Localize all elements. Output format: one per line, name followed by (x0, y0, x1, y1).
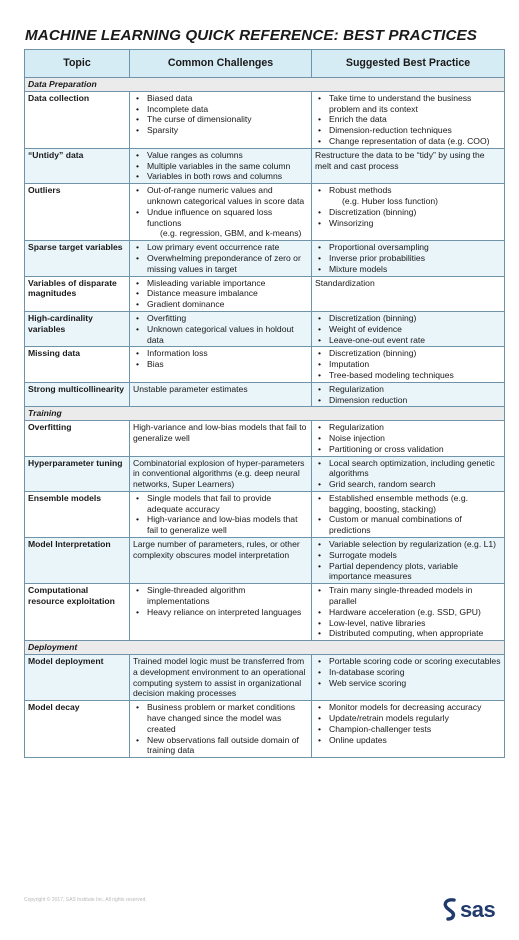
list-item-text: Single models that fail to provide adequate accuracy (147, 492, 272, 514)
list-item-text: Multiple variables in the same column (147, 160, 291, 171)
practices-cell (312, 91, 505, 148)
section-title: Data Preparation (25, 78, 505, 92)
list-item (134, 607, 308, 618)
list-item-text: Discretization (binning) (329, 312, 417, 323)
page-title: MACHINE LEARNING QUICK REFERENCE: BEST PRACTICES (25, 27, 478, 44)
challenges-cell (130, 655, 312, 701)
sas-logo (441, 898, 495, 922)
table-row (25, 91, 505, 148)
section-row (25, 78, 505, 92)
list-item (134, 735, 308, 757)
section-row (25, 641, 505, 655)
challenges-cell (130, 701, 312, 758)
list-item (316, 493, 501, 515)
copyright-footer: Copyright © 2017, SAS Institute Inc. All rights reserved. (24, 897, 147, 903)
table-row (25, 584, 505, 641)
list-item-text: New observations fall outside domain of training data (147, 734, 299, 756)
bullet-list (315, 422, 501, 454)
bullet-list (315, 585, 501, 639)
list-item (134, 514, 308, 536)
list-item-text: Gradient dominance (147, 299, 225, 310)
table-row (25, 701, 505, 758)
list-item-text: Business problem or market conditions have changed since the model was created (147, 702, 296, 734)
challenges-cell (130, 148, 312, 183)
cell-text: Unstable parameter estimates (133, 383, 248, 394)
practices-cell (312, 701, 505, 758)
header-common-challenges: Common Challenges (130, 50, 312, 78)
list-item-text: Champion-challenger tests (329, 723, 432, 734)
list-item-text: Discretization (binning) (329, 348, 417, 359)
list-item-subtext: (e.g. Huber loss function) (342, 195, 439, 206)
list-item (316, 444, 501, 455)
bullet-list (133, 313, 308, 345)
list-item (316, 348, 501, 359)
bullet-list (315, 185, 501, 228)
practices-cell (312, 241, 505, 276)
list-item (316, 313, 501, 324)
cell-text: Standardization (315, 277, 375, 288)
list-item (134, 185, 308, 207)
list-item-text: Monitor models for decreasing accuracy (329, 702, 482, 713)
list-item (316, 667, 501, 678)
table-row (25, 276, 505, 311)
table-row (25, 184, 505, 241)
bullet-list (133, 348, 308, 370)
practices-cell (312, 491, 505, 537)
list-item (134, 150, 308, 161)
table-row (25, 311, 505, 346)
list-item-text: Value ranges as columns (147, 149, 243, 160)
list-item-text: Low primary event occurrence rate (147, 242, 280, 253)
table-row (25, 456, 505, 491)
bullet-list (133, 150, 308, 182)
list-item-text: Discretization (binning) (329, 206, 417, 217)
list-item-text: Grid search, random search (329, 479, 436, 490)
practices-cell (312, 184, 505, 241)
list-item (316, 724, 501, 735)
practices-cell (312, 382, 505, 407)
list-item (316, 607, 501, 618)
list-item (134, 93, 308, 104)
practices-cell (312, 538, 505, 584)
list-item (134, 348, 308, 359)
list-item-text: Established ensemble methods (e.g. bagging, boosting, stacking) (329, 492, 469, 514)
challenges-cell (130, 584, 312, 641)
topic-cell: Model Interpretation (25, 538, 130, 584)
challenges-cell (130, 347, 312, 382)
list-item-text: Inverse prior probabilities (329, 252, 426, 263)
list-item (316, 264, 501, 275)
list-item-text: Overwhelming preponderance of zero or missing values in target (147, 252, 301, 274)
bullet-list (315, 313, 501, 345)
practices-cell (312, 456, 505, 491)
section-title: Training (25, 407, 505, 421)
list-item-text: Imputation (329, 359, 370, 370)
bullet-list (133, 242, 308, 274)
list-item-text: Online updates (329, 734, 387, 745)
list-item-text: Portable scoring code or scoring executables (329, 656, 501, 667)
list-item-text: Unknown categorical values in holdout data (147, 323, 294, 345)
list-item-text: Hardware acceleration (e.g. SSD, GPU) (329, 606, 481, 617)
list-item-text: Misleading variable importance (147, 277, 266, 288)
challenges-cell (130, 91, 312, 148)
list-item-text: Change representation of data (e.g. COO) (329, 135, 490, 146)
table-row (25, 347, 505, 382)
challenges-cell (130, 421, 312, 456)
bullet-list (315, 348, 501, 380)
challenges-cell (130, 456, 312, 491)
list-item-text: Regularization (329, 383, 384, 394)
list-item-text: Information loss (147, 348, 208, 359)
topic-cell: Data collection (25, 91, 130, 148)
list-item (316, 585, 501, 607)
bullet-list (315, 702, 501, 745)
list-item-text: Dimension reduction (329, 394, 408, 405)
list-item (134, 242, 308, 253)
list-item (316, 561, 501, 583)
cell-text: Large number of parameters, rules, or other complexity obscures model interpretation (133, 539, 300, 560)
topic-cell: Overfitting (25, 421, 130, 456)
cell-text: Trained model logic must be transferred from a development environment to an operational computing system to assist in organizational decision making processes (133, 656, 306, 699)
challenges-cell (130, 184, 312, 241)
list-item (134, 278, 308, 289)
list-item (316, 125, 501, 136)
table-row (25, 382, 505, 407)
bullet-list (315, 93, 501, 147)
list-item (316, 324, 501, 335)
list-item (134, 171, 308, 182)
topic-cell: Computational resource exploitation (25, 584, 130, 641)
topic-cell: Variables of disparate magnitudes (25, 276, 130, 311)
bullet-list (315, 656, 501, 688)
list-item-text: Out-of-range numeric values and unknown categorical values in score data (147, 185, 305, 206)
challenges-cell (130, 382, 312, 407)
list-item-text: Undue influence on squared loss functions (147, 206, 273, 228)
list-item (134, 359, 308, 370)
list-item (316, 628, 501, 639)
list-item-text: High-variance and low-bias models that fail to generalize well (147, 514, 298, 536)
topic-cell: “Untidy” data (25, 148, 130, 183)
table-body (25, 78, 505, 758)
list-item (316, 618, 501, 629)
topic-cell: Sparse target variables (25, 241, 130, 276)
header-topic: Topic (25, 50, 130, 78)
sas-logo-swirl-icon (441, 898, 459, 922)
list-item (316, 702, 501, 713)
list-item (316, 370, 501, 381)
list-item (134, 114, 308, 125)
topic-cell: Hyperparameter tuning (25, 456, 130, 491)
table-row (25, 491, 505, 537)
table-row (25, 148, 505, 183)
list-item (316, 93, 501, 115)
list-item (134, 161, 308, 172)
list-item (316, 458, 501, 480)
list-item (316, 735, 501, 746)
list-item (134, 493, 308, 515)
table-row (25, 538, 505, 584)
topic-cell: Ensemble models (25, 491, 130, 537)
list-item (134, 207, 308, 239)
list-item (134, 125, 308, 136)
list-item (316, 656, 501, 667)
list-item (316, 207, 501, 218)
list-item (316, 678, 501, 689)
list-item-text: Web service scoring (329, 677, 407, 688)
list-item-text: Variable selection by regularization (e.g. L1) (329, 539, 497, 550)
list-item-text: Low-level, native libraries (329, 617, 426, 628)
list-item (134, 702, 308, 734)
list-item-text: Distributed computing, when appropriate (329, 628, 484, 639)
list-item-text: Train many single-threaded models in parallel (329, 585, 473, 607)
table-row (25, 655, 505, 701)
list-item-text: Single-threaded algorithm implementations (147, 585, 246, 607)
topic-cell: High-cardinality variables (25, 311, 130, 346)
list-item (316, 479, 501, 490)
list-item-text: Proportional oversampling (329, 242, 429, 253)
list-item (316, 359, 501, 370)
list-item (316, 253, 501, 264)
list-item-text: Incomplete data (147, 103, 209, 114)
topic-cell: Strong multicollinearity (25, 382, 130, 407)
list-item (316, 242, 501, 253)
list-item (134, 313, 308, 324)
list-item (134, 585, 308, 607)
practices-cell (312, 421, 505, 456)
list-item (316, 335, 501, 346)
challenges-cell (130, 311, 312, 346)
table-row (25, 421, 505, 456)
list-item-text: Heavy reliance on interpreted languages (147, 606, 302, 617)
list-item-text: Overfitting (147, 312, 187, 323)
header-suggested-best-practice: Suggested Best Practice (312, 50, 505, 78)
bullet-list (133, 278, 308, 310)
table-header-row (25, 50, 505, 78)
list-item-text: Custom or manual combinations of predictions (329, 514, 462, 536)
list-item-text: Noise injection (329, 432, 385, 443)
bullet-list (315, 539, 501, 582)
bullet-list (315, 493, 501, 536)
list-item (316, 136, 501, 147)
list-item (316, 395, 501, 406)
list-item-text: Regularization (329, 422, 384, 433)
list-item-text: Tree-based modeling techniques (329, 369, 454, 380)
list-item-text: Enrich the data (329, 114, 387, 125)
bullet-list (133, 702, 308, 756)
list-item-text: Sparsity (147, 125, 179, 136)
list-item-text: Distance measure imbalance (147, 288, 258, 299)
list-item-text: Weight of evidence (329, 323, 402, 334)
list-item-text: The curse of dimensionality (147, 114, 252, 125)
topic-cell: Outliers (25, 184, 130, 241)
list-item-text: Partitioning or cross validation (329, 443, 444, 454)
section-row (25, 407, 505, 421)
list-item (316, 539, 501, 550)
practices-cell (312, 584, 505, 641)
list-item (134, 324, 308, 346)
list-item-text: Update/retrain models regularly (329, 713, 449, 724)
list-item-text: Variables in both rows and columns (147, 171, 283, 182)
challenges-cell (130, 491, 312, 537)
bullet-list (133, 585, 308, 617)
list-item (316, 550, 501, 561)
list-item (316, 384, 501, 395)
list-item-text: Surrogate models (329, 549, 397, 560)
challenges-cell (130, 538, 312, 584)
bullet-list (133, 185, 308, 239)
list-item-text: Dimension-reduction techniques (329, 125, 452, 136)
bullet-list (315, 458, 501, 490)
list-item (134, 299, 308, 310)
list-item-text: Winsorizing (329, 217, 374, 228)
list-item (316, 422, 501, 433)
list-item (134, 253, 308, 275)
challenges-cell (130, 276, 312, 311)
list-item (316, 114, 501, 125)
list-item-text: Bias (147, 359, 164, 370)
list-item-text: Take time to understand the business problem and its context (329, 92, 472, 114)
list-item-text: Mixture models (329, 263, 388, 274)
bullet-list (315, 384, 501, 406)
section-title: Deployment (25, 641, 505, 655)
list-item-text: Partial dependency plots, variable importance measures (329, 560, 458, 582)
practices-cell (312, 347, 505, 382)
bullet-list (315, 242, 501, 274)
cell-text: Combinatorial explosion of hyper-parameters in conventional algorithms (e.g. deep neural networks, Super Learners) (133, 457, 305, 490)
list-item (134, 104, 308, 115)
challenges-cell (130, 241, 312, 276)
cell-text: High-variance and low-bias models that fail to generalize well (133, 422, 307, 443)
list-item-subtext: (e.g. regression, GBM, and k-means) (160, 228, 302, 239)
list-item-text: Local search optimization, including genetic algorithms (329, 457, 495, 479)
list-item-text: In-database scoring (329, 666, 405, 677)
list-item-text: Biased data (147, 92, 193, 103)
sas-logo-text: sas (460, 897, 496, 922)
topic-cell: Model deployment (25, 655, 130, 701)
list-item (316, 514, 501, 536)
list-item (316, 218, 501, 229)
practices-cell (312, 655, 505, 701)
topic-cell: Missing data (25, 347, 130, 382)
bullet-list (133, 493, 308, 536)
reference-table (24, 49, 505, 758)
practices-cell (312, 276, 505, 311)
topic-cell: Model decay (25, 701, 130, 758)
list-item (316, 713, 501, 724)
list-item-text: Leave-one-out event rate (329, 334, 426, 345)
practices-cell (312, 148, 505, 183)
list-item-text: Robust methods (329, 185, 392, 196)
list-item (316, 433, 501, 444)
bullet-list (133, 93, 308, 136)
practices-cell (312, 311, 505, 346)
table-row (25, 241, 505, 276)
cell-text: Restructure the data to be “tidy” by using the melt and cast process (315, 149, 485, 171)
list-item (316, 185, 501, 207)
list-item (134, 288, 308, 299)
